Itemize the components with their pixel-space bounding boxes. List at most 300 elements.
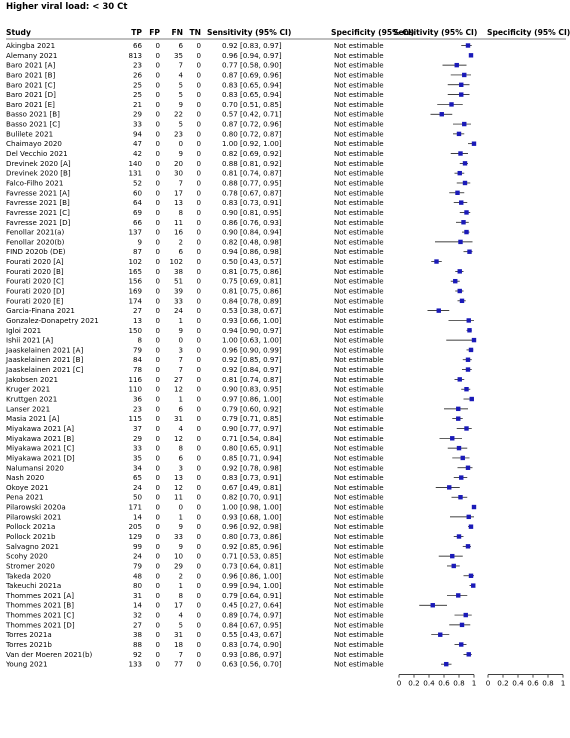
row-sensitivity-text: 0.71 [0.54, 0.84] xyxy=(222,433,282,443)
row-study: Igloi 2021 xyxy=(6,325,42,335)
row-study: Alemany 2021 xyxy=(6,50,58,60)
row-specificity-text: Not estimable xyxy=(334,414,384,424)
row-sensitivity-text: 0.83 [0.73, 0.91] xyxy=(222,473,282,483)
row-specificity-text: Not estimable xyxy=(334,355,384,365)
point-marker xyxy=(455,191,459,195)
row-fp: 0 xyxy=(155,188,160,198)
row-sensitivity-text: 0.79 [0.64, 0.91] xyxy=(222,590,282,600)
row-tn: 0 xyxy=(196,394,201,404)
row-specificity-text: Not estimable xyxy=(334,502,384,512)
row-study: Baro 2021 [D] xyxy=(6,90,56,100)
row-tn: 0 xyxy=(196,149,201,159)
row-fp: 0 xyxy=(155,394,160,404)
row-fp: 0 xyxy=(155,70,160,80)
row-fn: 5 xyxy=(178,620,183,630)
row-sensitivity-text: 0.80 [0.72, 0.87] xyxy=(222,129,282,139)
point-marker xyxy=(458,151,462,155)
row-study: Young 2021 xyxy=(6,659,48,669)
row-tp: 165 xyxy=(128,266,142,276)
point-marker xyxy=(466,367,470,371)
row-tp: 29 xyxy=(132,433,142,443)
row-tp: 78 xyxy=(132,365,142,375)
row-specificity-text: Not estimable xyxy=(334,590,384,600)
row-tp: 27 xyxy=(132,306,142,316)
row-tn: 0 xyxy=(196,443,201,453)
row-fn: 1 xyxy=(178,315,183,325)
row-sensitivity-text: 1.00 [0.92, 1.00] xyxy=(222,139,282,149)
row-fn: 8 xyxy=(178,443,183,453)
row-tp: 37 xyxy=(132,423,142,433)
row-fn: 10 xyxy=(173,551,183,561)
row-fp: 0 xyxy=(155,453,160,463)
row-fn: 2 xyxy=(178,237,183,247)
row-fp: 0 xyxy=(155,414,160,424)
row-fp: 0 xyxy=(155,60,160,70)
row-study: Nash 2020 xyxy=(6,473,45,483)
row-fp: 0 xyxy=(155,423,160,433)
row-tp: 34 xyxy=(132,463,142,473)
row-tn: 0 xyxy=(196,571,201,581)
row-fn: 31 xyxy=(173,630,183,640)
point-marker xyxy=(467,515,471,519)
header-study: Study xyxy=(6,28,31,37)
row-fp: 0 xyxy=(155,257,160,267)
row-fn: 13 xyxy=(173,473,183,483)
row-tn: 0 xyxy=(196,659,201,669)
row-study: Chaimayo 2020 xyxy=(6,139,62,149)
row-specificity-text: Not estimable xyxy=(334,227,384,237)
row-study: Pena 2021 xyxy=(6,492,44,502)
row-fn: 17 xyxy=(173,600,183,610)
row-sensitivity-text: 0.67 [0.49, 0.81] xyxy=(222,482,282,492)
row-tn: 0 xyxy=(196,532,201,541)
row-study: Favresse 2021 [C] xyxy=(6,207,70,217)
row-tp: 129 xyxy=(128,532,142,541)
row-fp: 0 xyxy=(155,158,160,168)
row-fp: 0 xyxy=(155,610,160,620)
row-study: Baro 2021 [A] xyxy=(6,60,56,70)
row-study: Baro 2021 [E] xyxy=(6,99,55,109)
row-sensitivity-text: 0.53 [0.38, 0.67] xyxy=(222,306,282,316)
row-fp: 0 xyxy=(155,217,160,227)
row-specificity-text: Not estimable xyxy=(334,247,384,257)
point-marker xyxy=(452,564,456,568)
row-sensitivity-text: 0.90 [0.83, 0.95] xyxy=(222,384,282,394)
header-sensitivity-plot: Sensitivity (95% CI) xyxy=(393,28,478,37)
row-study: Favresse 2021 [A] xyxy=(6,188,70,198)
row-specificity-text: Not estimable xyxy=(334,168,384,178)
point-marker xyxy=(450,554,454,558)
row-tp: 32 xyxy=(132,610,142,620)
row-fp: 0 xyxy=(155,659,160,669)
row-fp: 0 xyxy=(155,600,160,610)
row-tn: 0 xyxy=(196,551,201,561)
row-tp: 140 xyxy=(128,158,142,168)
row-sensitivity-text: 0.82 [0.48, 0.98] xyxy=(222,237,282,247)
row-specificity-text: Not estimable xyxy=(334,119,384,129)
header-fn: FN xyxy=(171,28,183,37)
row-study: Lanser 2021 xyxy=(6,404,51,414)
row-study: Jaaskelainen 2021 [C] xyxy=(6,365,84,375)
row-fn: 11 xyxy=(173,217,183,227)
row-tp: 26 xyxy=(132,70,142,80)
point-marker xyxy=(456,407,460,411)
row-fp: 0 xyxy=(155,129,160,139)
point-marker xyxy=(463,161,467,165)
row-tn: 0 xyxy=(196,286,201,296)
row-fp: 0 xyxy=(155,296,160,306)
row-specificity-text: Not estimable xyxy=(334,640,384,650)
row-specificity-text: Not estimable xyxy=(334,581,384,591)
point-marker xyxy=(457,446,461,450)
row-fn: 33 xyxy=(173,532,183,541)
row-fp: 0 xyxy=(155,41,160,50)
row-study: Van der Moeren 2021(b) xyxy=(6,649,93,659)
row-specificity-text: Not estimable xyxy=(334,561,384,571)
row-tp: 87 xyxy=(132,247,142,257)
row-fn: 77 xyxy=(173,659,183,669)
row-fn: 4 xyxy=(178,423,183,433)
row-specificity-text: Not estimable xyxy=(334,315,384,325)
row-fp: 0 xyxy=(155,286,160,296)
row-sensitivity-text: 0.99 [0.94, 1.00] xyxy=(222,581,282,591)
row-sensitivity-text: 1.00 [0.98, 1.00] xyxy=(222,502,282,512)
row-fn: 9 xyxy=(178,149,183,159)
row-tn: 0 xyxy=(196,119,201,129)
row-tn: 0 xyxy=(196,80,201,90)
row-tn: 0 xyxy=(196,620,201,630)
point-marker xyxy=(469,348,473,352)
row-fn: 6 xyxy=(178,247,183,257)
spec-tick-label: 0 xyxy=(485,678,491,688)
row-sensitivity-text: 0.83 [0.73, 0.91] xyxy=(222,198,282,208)
row-specificity-text: Not estimable xyxy=(334,296,384,306)
row-tp: 102 xyxy=(128,257,142,267)
row-fp: 0 xyxy=(155,482,160,492)
row-tp: 205 xyxy=(128,522,142,532)
row-study: Ishii 2021 [A] xyxy=(6,335,54,345)
row-specificity-text: Not estimable xyxy=(334,492,384,502)
row-fn: 29 xyxy=(173,561,183,571)
row-fp: 0 xyxy=(155,551,160,561)
row-sensitivity-text: 0.55 [0.43, 0.67] xyxy=(222,630,282,640)
sens-tick-label: 0.2 xyxy=(408,678,420,688)
row-sensitivity-text: 0.93 [0.66, 1.00] xyxy=(222,315,282,325)
row-tn: 0 xyxy=(196,306,201,316)
row-study: Salvagno 2021 xyxy=(6,541,60,551)
row-fn: 11 xyxy=(173,492,183,502)
row-study: Garcia-Finana 2021 xyxy=(6,306,75,316)
row-fn: 6 xyxy=(178,41,183,50)
row-study: Masia 2021 [A] xyxy=(6,414,60,424)
row-tp: 66 xyxy=(132,41,142,50)
row-sensitivity-text: 0.86 [0.76, 0.93] xyxy=(222,217,282,227)
row-fn: 8 xyxy=(178,207,183,217)
point-marker xyxy=(460,299,464,303)
row-sensitivity-text: 0.96 [0.90, 0.99] xyxy=(222,345,282,355)
point-marker xyxy=(466,43,470,47)
row-tn: 0 xyxy=(196,610,201,620)
row-study: Thommes 2021 [B] xyxy=(6,600,75,610)
row-sensitivity-text: 0.88 [0.81, 0.92] xyxy=(222,158,282,168)
row-study: Akingba 2021 xyxy=(6,41,56,50)
row-fp: 0 xyxy=(155,178,160,188)
point-marker xyxy=(471,583,475,587)
row-tp: 131 xyxy=(128,168,142,178)
row-fp: 0 xyxy=(155,492,160,502)
row-sensitivity-text: 0.78 [0.67, 0.87] xyxy=(222,188,282,198)
row-fn: 30 xyxy=(173,168,183,178)
row-tp: 79 xyxy=(132,345,142,355)
row-specificity-text: Not estimable xyxy=(334,90,384,100)
row-tn: 0 xyxy=(196,129,201,139)
row-fn: 51 xyxy=(173,276,183,286)
row-fp: 0 xyxy=(155,374,160,384)
row-fp: 0 xyxy=(155,50,160,60)
row-sensitivity-text: 0.92 [0.78, 0.98] xyxy=(222,463,282,473)
row-specificity-text: Not estimable xyxy=(334,217,384,227)
row-tp: 80 xyxy=(132,581,142,591)
row-fp: 0 xyxy=(155,512,160,522)
row-tn: 0 xyxy=(196,433,201,443)
row-sensitivity-text: 0.94 [0.90, 0.97] xyxy=(222,325,282,335)
point-marker xyxy=(458,240,462,244)
row-study: Fenollar 2021(a) xyxy=(6,227,65,237)
row-tn: 0 xyxy=(196,60,201,70)
row-fn: 12 xyxy=(173,433,183,443)
row-fn: 9 xyxy=(178,99,183,109)
row-tp: 66 xyxy=(132,217,142,227)
row-tp: 92 xyxy=(132,649,142,659)
point-marker xyxy=(469,574,473,578)
point-marker xyxy=(457,132,461,136)
row-tn: 0 xyxy=(196,158,201,168)
row-tp: 33 xyxy=(132,443,142,453)
row-specificity-text: Not estimable xyxy=(334,630,384,640)
row-study: Pollock 2021a xyxy=(6,522,56,532)
row-sensitivity-text: 0.84 [0.78, 0.89] xyxy=(222,296,282,306)
row-tn: 0 xyxy=(196,257,201,267)
row-tn: 0 xyxy=(196,590,201,600)
row-study: Fenollar 2020(b) xyxy=(6,237,65,247)
row-fp: 0 xyxy=(155,561,160,571)
row-tn: 0 xyxy=(196,473,201,483)
point-marker xyxy=(438,633,442,637)
row-fp: 0 xyxy=(155,502,160,512)
row-sensitivity-text: 0.93 [0.68, 1.00] xyxy=(222,512,282,522)
row-study: Takeuchi 2021a xyxy=(6,581,62,591)
row-tn: 0 xyxy=(196,355,201,365)
row-fn: 2 xyxy=(178,571,183,581)
row-fp: 0 xyxy=(155,227,160,237)
row-study: Bulilete 2021 xyxy=(6,129,54,139)
row-fn: 8 xyxy=(178,590,183,600)
row-specificity-text: Not estimable xyxy=(334,237,384,247)
row-study: Favresse 2021 [D] xyxy=(6,217,71,227)
row-sensitivity-text: 0.79 [0.71, 0.85] xyxy=(222,414,282,424)
row-specificity-text: Not estimable xyxy=(334,99,384,109)
row-tp: 42 xyxy=(132,149,142,159)
row-study: Thommes 2021 [A] xyxy=(6,590,75,600)
row-study: Jaaskelainen 2021 [A] xyxy=(6,345,84,355)
row-tp: 116 xyxy=(128,374,142,384)
row-tp: 23 xyxy=(132,60,142,70)
row-fn: 102 xyxy=(169,257,183,267)
row-study: Takeda 2020 xyxy=(6,571,51,581)
row-tp: 48 xyxy=(132,571,142,581)
row-fp: 0 xyxy=(155,139,160,149)
row-study: Jakobsen 2021 xyxy=(6,374,59,384)
row-tp: 36 xyxy=(132,394,142,404)
row-fp: 0 xyxy=(155,80,160,90)
row-sensitivity-text: 0.81 [0.74, 0.87] xyxy=(222,374,282,384)
row-specificity-text: Not estimable xyxy=(334,659,384,669)
row-fp: 0 xyxy=(155,571,160,581)
row-sensitivity-text: 0.92 [0.83, 0.97] xyxy=(222,41,282,50)
spec-tick-label: 0.2 xyxy=(497,678,509,688)
row-fn: 12 xyxy=(173,482,183,492)
row-fn: 0 xyxy=(178,139,183,149)
spec-tick-label: 0.4 xyxy=(512,678,524,688)
row-fn: 7 xyxy=(178,365,183,375)
row-specificity-text: Not estimable xyxy=(334,306,384,316)
row-fp: 0 xyxy=(155,315,160,325)
row-specificity-text: Not estimable xyxy=(334,178,384,188)
row-study: Thommes 2021 [D] xyxy=(6,620,75,630)
row-fn: 9 xyxy=(178,325,183,335)
row-fp: 0 xyxy=(155,433,160,443)
row-tn: 0 xyxy=(196,404,201,414)
row-sensitivity-text: 0.92 [0.85, 0.96] xyxy=(222,541,282,551)
row-tp: 133 xyxy=(128,659,142,669)
row-fp: 0 xyxy=(155,649,160,659)
point-marker xyxy=(449,102,453,106)
row-tn: 0 xyxy=(196,502,201,512)
row-sensitivity-text: 1.00 [0.63, 1.00] xyxy=(222,335,282,345)
row-tn: 0 xyxy=(196,237,201,247)
row-sensitivity-text: 0.77 [0.58, 0.90] xyxy=(222,60,282,70)
row-tn: 0 xyxy=(196,384,201,394)
point-marker xyxy=(464,613,468,617)
row-specificity-text: Not estimable xyxy=(334,649,384,659)
row-specificity-text: Not estimable xyxy=(334,335,384,345)
row-sensitivity-text: 0.80 [0.73, 0.86] xyxy=(222,532,282,541)
row-fp: 0 xyxy=(155,207,160,217)
header-fp: FP xyxy=(149,28,160,37)
row-study: Thommes 2021 [C] xyxy=(6,610,75,620)
row-sensitivity-text: 0.57 [0.42, 0.71] xyxy=(222,109,282,119)
row-specificity-text: Not estimable xyxy=(334,129,384,139)
row-tp: 29 xyxy=(132,109,142,119)
row-study: Basso 2021 [B] xyxy=(6,109,60,119)
row-fn: 38 xyxy=(173,266,183,276)
point-marker xyxy=(459,83,463,87)
point-marker xyxy=(464,210,468,214)
row-tn: 0 xyxy=(196,492,201,502)
row-sensitivity-text: 0.83 [0.65, 0.94] xyxy=(222,80,282,90)
row-study: Fourati 2020 [E] xyxy=(6,296,64,306)
row-tn: 0 xyxy=(196,423,201,433)
row-study: Pilarowski 2021 xyxy=(6,512,62,522)
header-specificity: Specificity (95% CI) xyxy=(331,28,415,37)
row-specificity-text: Not estimable xyxy=(334,158,384,168)
row-fp: 0 xyxy=(155,168,160,178)
row-specificity-text: Not estimable xyxy=(334,276,384,286)
row-fn: 7 xyxy=(178,178,183,188)
row-specificity-text: Not estimable xyxy=(334,423,384,433)
point-marker xyxy=(463,181,467,185)
row-study: Favresse 2021 [B] xyxy=(6,198,70,208)
point-marker xyxy=(444,662,448,666)
row-sensitivity-text: 0.73 [0.64, 0.81] xyxy=(222,561,282,571)
point-marker xyxy=(453,279,457,283)
row-fn: 4 xyxy=(178,610,183,620)
point-marker xyxy=(456,416,460,420)
row-sensitivity-text: 0.80 [0.65, 0.91] xyxy=(222,443,282,453)
row-tp: 35 xyxy=(132,453,142,463)
row-tn: 0 xyxy=(196,50,201,60)
point-marker xyxy=(462,122,466,126)
row-tn: 0 xyxy=(196,188,201,198)
spec-tick-label: 0.8 xyxy=(542,678,554,688)
row-sensitivity-text: 0.87 [0.72, 0.96] xyxy=(222,119,282,129)
sens-tick-label: 1 xyxy=(471,678,477,688)
sens-tick-label: 0.6 xyxy=(438,678,450,688)
row-sensitivity-text: 0.87 [0.69, 0.96] xyxy=(222,70,282,80)
row-fn: 9 xyxy=(178,522,183,532)
row-fp: 0 xyxy=(155,90,160,100)
row-fn: 1 xyxy=(178,512,183,522)
point-marker xyxy=(467,328,471,332)
row-fp: 0 xyxy=(155,149,160,159)
row-sensitivity-text: 0.83 [0.65, 0.94] xyxy=(222,90,282,100)
point-marker xyxy=(456,593,460,597)
row-fp: 0 xyxy=(155,522,160,532)
row-fn: 9 xyxy=(178,541,183,551)
row-sensitivity-text: 0.82 [0.70, 0.91] xyxy=(222,492,282,502)
row-fp: 0 xyxy=(155,276,160,286)
row-fn: 31 xyxy=(173,414,183,424)
row-study: Stromer 2020 xyxy=(6,561,55,571)
row-fn: 35 xyxy=(173,50,183,60)
row-sensitivity-text: 0.88 [0.77, 0.95] xyxy=(222,178,282,188)
row-fp: 0 xyxy=(155,306,160,316)
row-tp: 150 xyxy=(128,325,142,335)
row-fn: 27 xyxy=(173,374,183,384)
sens-tick-label: 0.8 xyxy=(453,678,465,688)
row-sensitivity-text: 0.81 [0.74, 0.87] xyxy=(222,168,282,178)
row-specificity-text: Not estimable xyxy=(334,482,384,492)
row-sensitivity-text: 0.45 [0.27, 0.64] xyxy=(222,600,282,610)
point-marker xyxy=(462,73,466,77)
point-marker xyxy=(458,377,462,381)
point-marker xyxy=(434,259,438,263)
row-fn: 5 xyxy=(178,80,183,90)
row-tp: 50 xyxy=(132,492,142,502)
row-study: Nalumansi 2020 xyxy=(6,463,64,473)
point-marker xyxy=(440,112,444,116)
row-tn: 0 xyxy=(196,365,201,375)
row-specificity-text: Not estimable xyxy=(334,571,384,581)
row-tn: 0 xyxy=(196,109,201,119)
row-study: Fourati 2020 [C] xyxy=(6,276,64,286)
row-tp: 88 xyxy=(132,640,142,650)
row-sensitivity-text: 0.90 [0.84, 0.94] xyxy=(222,227,282,237)
row-study: Jaaskelainen 2021 [B] xyxy=(6,355,84,365)
row-specificity-text: Not estimable xyxy=(334,532,384,541)
row-specificity-text: Not estimable xyxy=(334,70,384,80)
row-fp: 0 xyxy=(155,463,160,473)
